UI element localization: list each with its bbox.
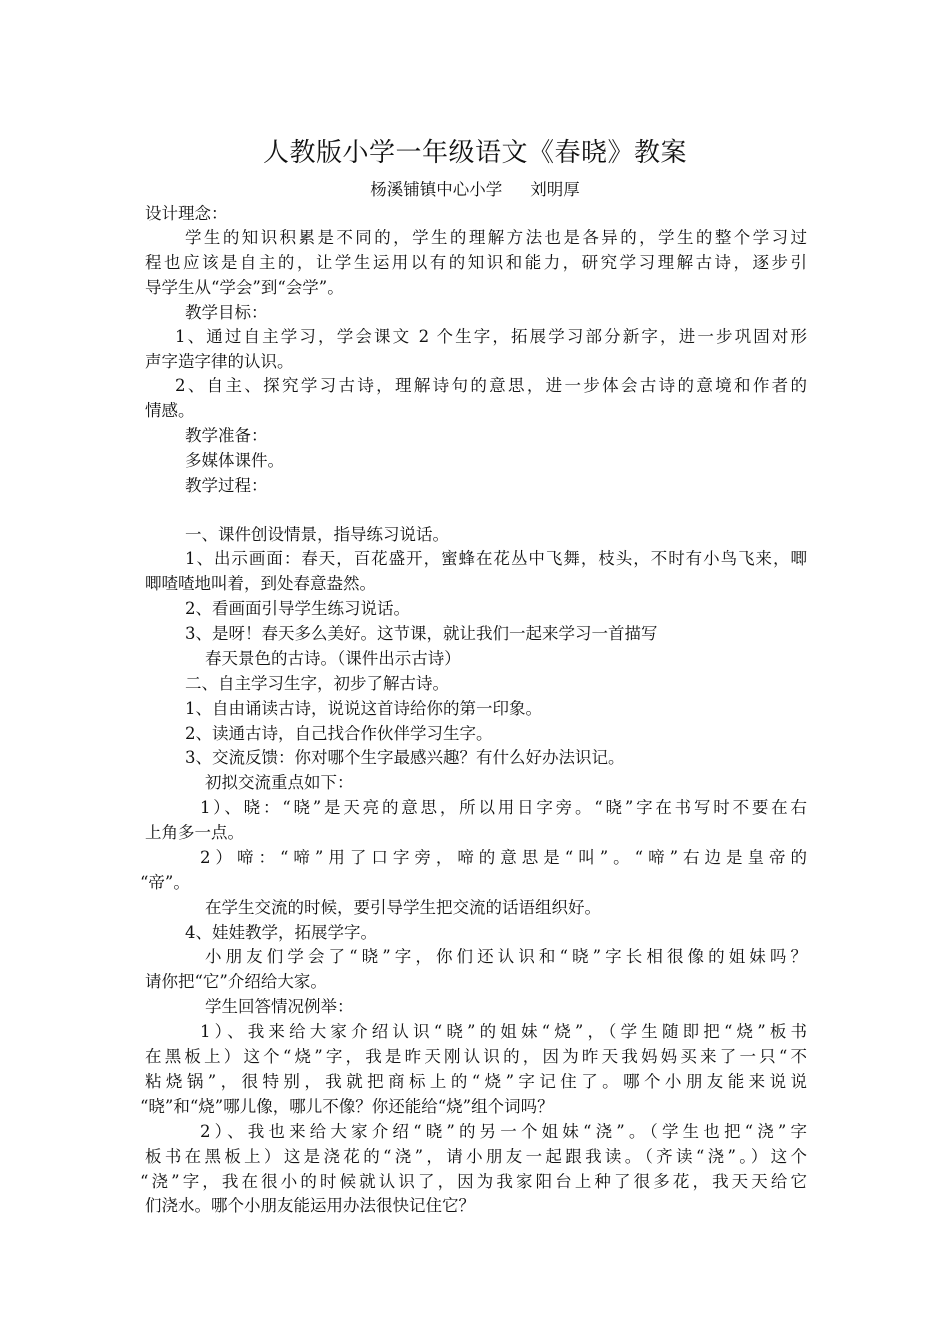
body-line: 学生回答情况例举：	[205, 997, 354, 1016]
body-line: 1）、晓：“晓”是天亮的意思，所以用日字旁。“晓”字在书写时不要在右	[200, 798, 807, 817]
body-line: 在学生交流的时候，要引导学生把交流的话语组织好。	[205, 898, 601, 917]
body-line: 板书在黑板上）这是浇花的“浇”，请小朋友一起跟我读。（齐读“浇”。）这个	[145, 1147, 807, 1166]
body-line: 3、是呀！春天多么美好。这节课，就让我们一起来学习一首描写	[185, 624, 658, 643]
body-line: 春天景色的古诗。（课件出示古诗）	[205, 649, 461, 668]
body-line: 唧喳喳地叫着，到处春意盎然。	[145, 574, 376, 593]
body-line: 2、读通古诗，自己找合作伙伴学习生字。	[185, 724, 493, 743]
body-line: 小朋友们学会了“晓”字，你们还认识和“晓”字长相很像的姐妹吗？	[205, 947, 807, 966]
body-line: 教学目标：	[185, 303, 268, 322]
body-line: 声字造字律的认识。	[145, 352, 294, 371]
body-line: 初拟交流重点如下：	[205, 773, 354, 792]
body-line: 设计理念：	[145, 204, 228, 223]
body-line: 情感。	[145, 401, 195, 420]
body-line: 程也应该是自主的，让学生运用以有的知识和能力，研究学习理解古诗，逐步引	[145, 253, 807, 272]
body-line: “晓”和“烧”哪儿像，哪儿不像？你还能给“烧”组个词吗？	[140, 1097, 554, 1116]
body-line: 3、交流反馈：你对哪个生字最感兴趣？有什么好办法识记。	[185, 748, 625, 767]
author-name: 刘明厚	[530, 180, 580, 199]
body-line: 二、自主学习生字，初步了解古诗。	[185, 674, 449, 693]
body-line: 多媒体课件。	[185, 451, 284, 470]
body-line: 4、娃娃教学，拓展学字。	[185, 923, 377, 942]
body-line: “帝”。	[140, 873, 190, 892]
author-line	[0, 176, 950, 200]
body-line: 教学准备：	[185, 426, 268, 445]
body-line: 一、课件创设情景，指导练习说话。	[185, 525, 449, 544]
body-line: “浇”字，我在很小的时候就认识了，因为我家阳台上种了很多花，我天天给它	[140, 1172, 807, 1191]
body-line: 导学生从“学会”到“会学”。	[145, 278, 344, 297]
body-line: 1、出示画面：春天，百花盛开，蜜蜂在花丛中飞舞，枝头，不时有小鸟飞来，唧	[185, 549, 807, 568]
body-line: 2）啼：“啼”用了口字旁，啼的意思是“叫”。“啼”右边是皇帝的	[200, 848, 807, 867]
body-line: 2）、我也来给大家介绍“晓”的另一个姐妹“浇”。（学生也把“浇”字	[200, 1122, 807, 1141]
body-line: 请你把“它”介绍给大家。	[145, 972, 327, 991]
body-line: 2、自主、探究学习古诗，理解诗句的意思，进一步体会古诗的意境和作者的	[175, 376, 807, 395]
body-line: 们浇水。哪个小朋友能运用办法很快记住它？	[145, 1196, 475, 1215]
body-line: 学生的知识积累是不同的，学生的理解方法也是各异的，学生的整个学习过	[185, 228, 807, 247]
body-line: 1、通过自主学习，学会课文 2 个生字，拓展学习部分新字，进一步巩固对形	[175, 327, 807, 346]
body-line: 1、自由诵读古诗，说说这首诗给你的第一印象。	[185, 699, 542, 718]
body-line: 2、看画面引导学生练习说话。	[185, 599, 410, 618]
body-line: 在黑板上）这个“烧”字，我是昨天刚认识的，因为昨天我妈妈买来了一只“不	[145, 1047, 807, 1066]
author-school: 杨溪铺镇中心小学	[370, 180, 503, 199]
body-line: 教学过程：	[185, 476, 268, 495]
body-line: 上角多一点。	[145, 823, 244, 842]
body-line: 粘烧锅”，很特别，我就把商标上的“烧”字记住了。哪个小朋友能来说说	[145, 1072, 807, 1091]
body-line: 1）、我来给大家介绍认识“晓”的姐妹“烧”，（学生随即把“烧”板书	[200, 1022, 807, 1041]
document-title: 人教版小学一年级语文《春晓》教案	[262, 138, 687, 168]
